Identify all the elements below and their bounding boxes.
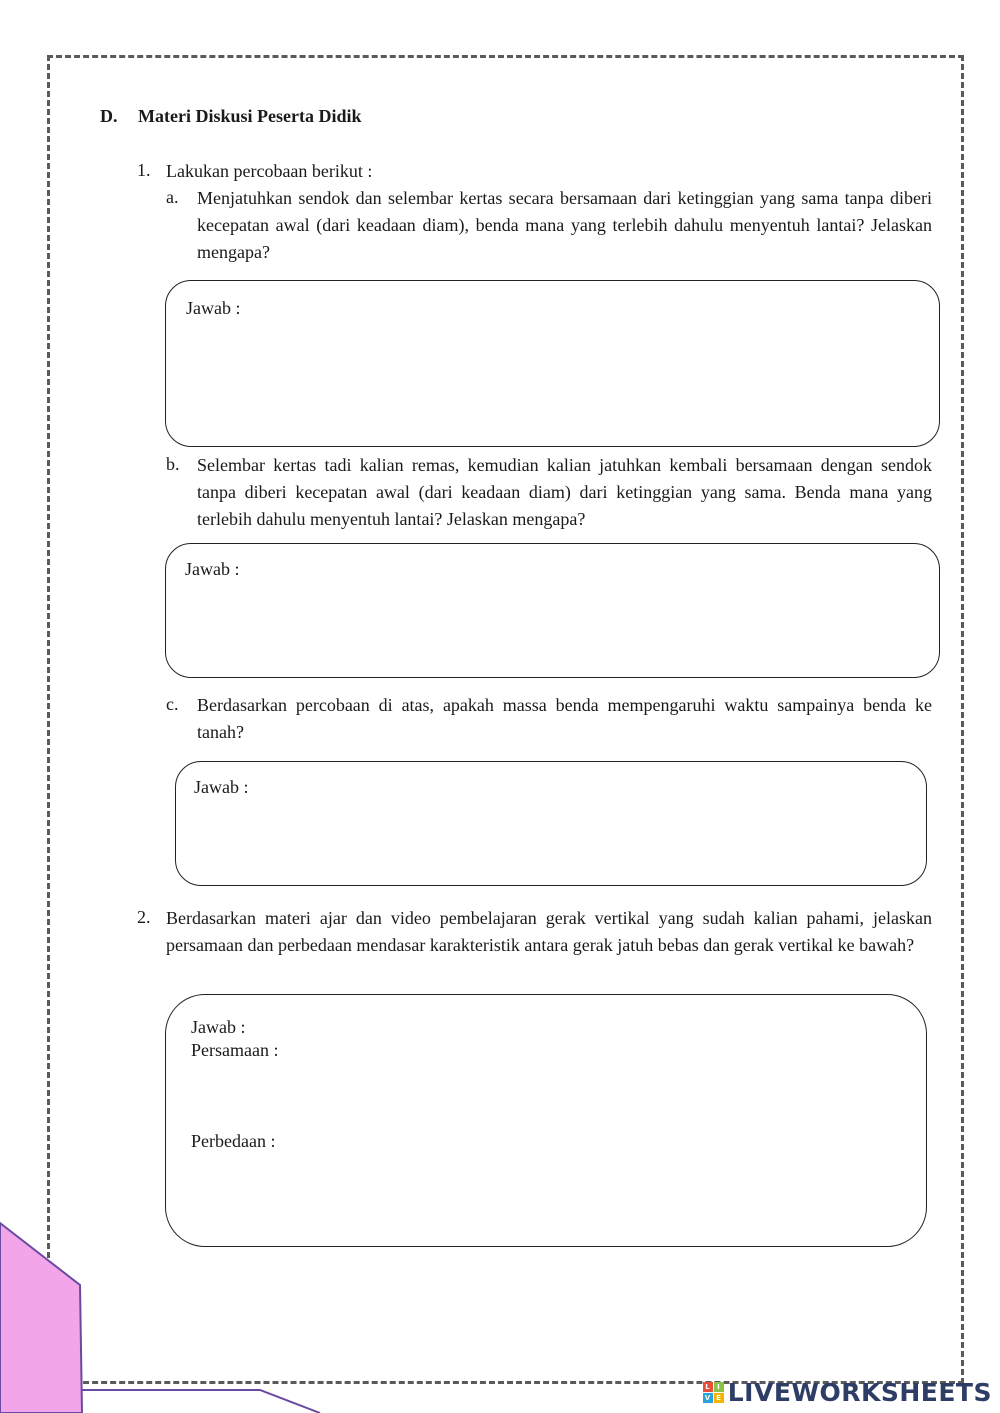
liveworksheets-wordmark: LIVEWORKSHEETS — [727, 1378, 992, 1407]
question-1-intro: Lakukan percobaan berikut : — [166, 161, 373, 181]
item-c-letter: c. — [166, 694, 179, 714]
liveworksheets-mark-icon: L I V E — [703, 1382, 724, 1403]
section-letter: D. — [100, 106, 118, 126]
liveworksheets-logo — [703, 1378, 992, 1407]
answer-box-a[interactable] — [165, 280, 940, 447]
section-title: Materi Diskusi Peserta Didik — [138, 106, 362, 126]
answer-box-2[interactable] — [165, 994, 927, 1247]
answer-label-b: Jawab : — [185, 559, 240, 579]
answer-box-b[interactable] — [165, 543, 940, 678]
item-a-letter: a. — [166, 187, 179, 207]
answer-label-a: Jawab : — [186, 298, 241, 318]
item-b-text: Selembar kertas tadi kalian remas, kemudian kalian jatuhkan kembali bersamaan dengan sendok tanpa diberi kecepatan awal (dari keadaan diam) dari ketinggian yang sama. Benda mana yang terlebih dahulu menyentuh lantai? Jelaskan mengapa? — [197, 455, 932, 529]
similarity-label: Persamaan : — [191, 1040, 279, 1060]
item-a-text: Menjatuhkan sendok dan selembar kertas secara bersamaan dari ketinggian yang sama tanpa diberi kecepatan awal (dari keadaan diam), benda mana yang terlebih dahulu menyentuh lantai? Jelaskan mengapa? — [197, 188, 932, 262]
question-2-number: 2. — [137, 907, 151, 927]
question-1-number: 1. — [137, 160, 151, 180]
answer-label-2: Jawab : — [191, 1017, 246, 1037]
answer-box-c[interactable] — [175, 761, 927, 886]
item-c-text: Berdasarkan percobaan di atas, apakah massa benda mempengaruhi waktu sampainya benda ke tanah? — [197, 695, 932, 742]
question-2-text: Berdasarkan materi ajar dan video pembelajaran gerak vertikal yang sudah kalian pahami, jelaskan persamaan dan perbedaan mendasar karakteristik antara gerak jatuh bebas dan gerak vertikal ke bawah? — [166, 908, 932, 955]
answer-label-c: Jawab : — [194, 777, 249, 797]
item-b-letter: b. — [166, 454, 180, 474]
difference-label: Perbedaan : — [191, 1131, 276, 1151]
pink-corner-decoration — [0, 1215, 330, 1413]
